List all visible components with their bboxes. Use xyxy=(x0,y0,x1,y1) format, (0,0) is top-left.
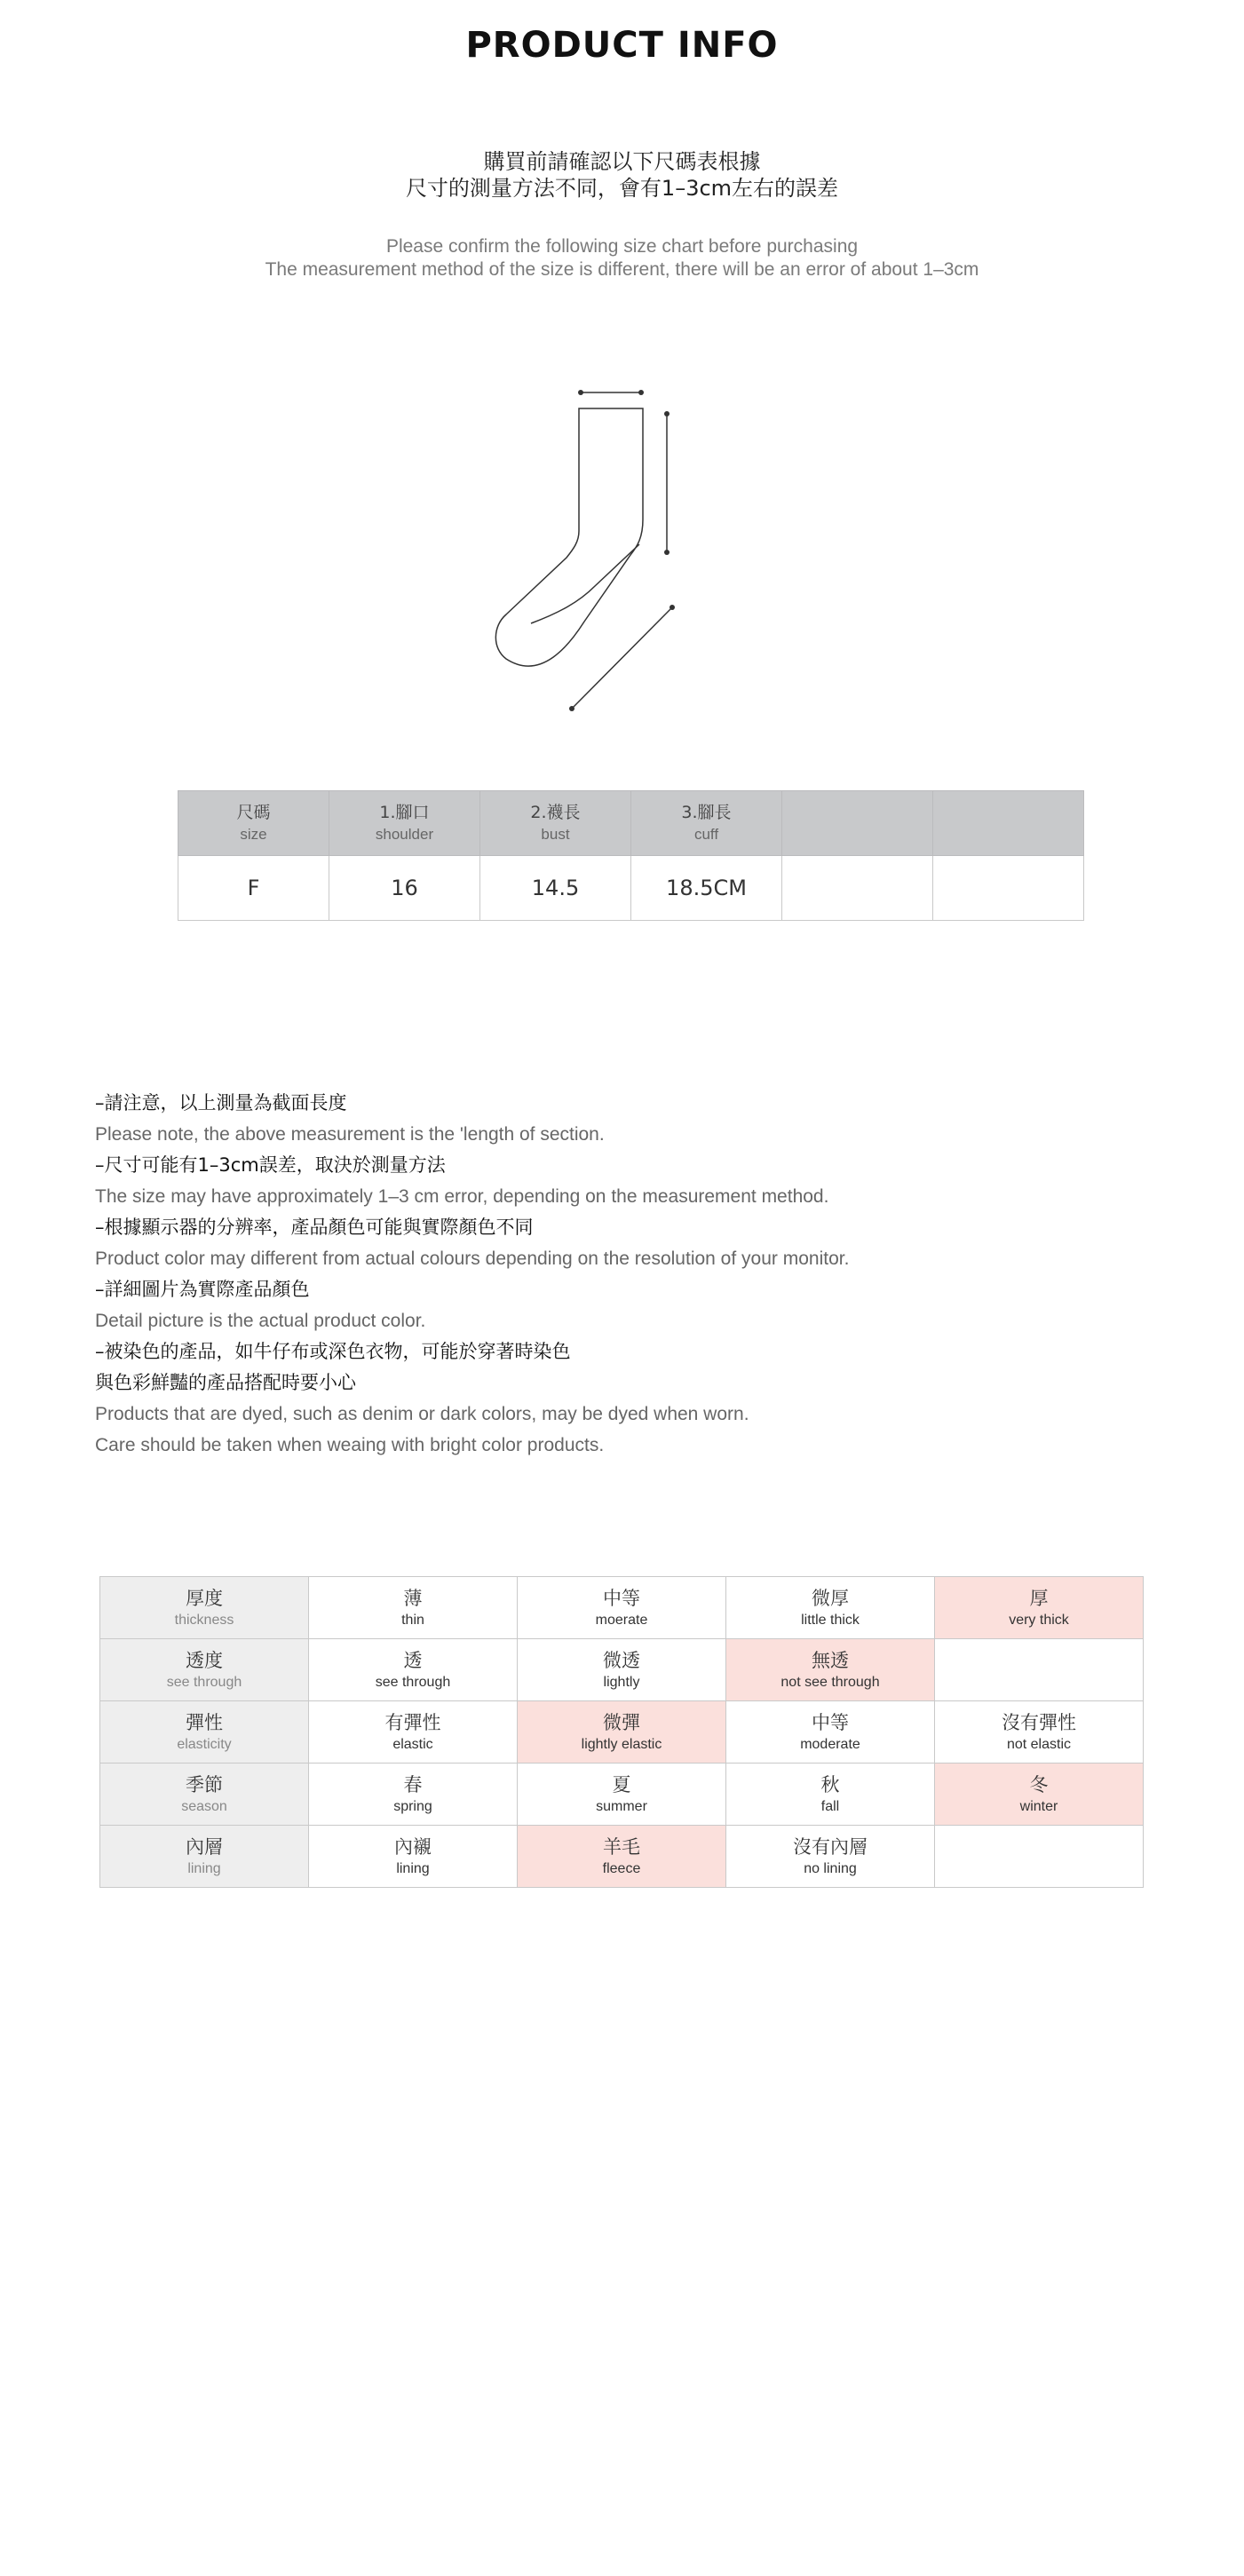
property-label-cell xyxy=(100,1701,309,1764)
property-option-cell xyxy=(309,1701,518,1764)
note-line: Please note, the above measurement is the 'length of section. xyxy=(95,1124,605,1145)
property-text-en: elastic xyxy=(392,1736,433,1752)
property-text-zh: 沒有彈性 xyxy=(1002,1711,1076,1733)
note-line: –請注意，以上測量為截面長度 xyxy=(95,1092,347,1114)
size-chart-cell: F xyxy=(178,856,329,921)
property-text-zh: 薄 xyxy=(403,1587,423,1609)
note-line: –根據顯示器的分辨率，產品顏色可能與實際顏色不同 xyxy=(95,1217,534,1238)
header-en: size xyxy=(240,826,267,843)
property-text-zh: 中等 xyxy=(603,1587,640,1609)
property-option-cell xyxy=(726,1577,935,1639)
property-option-cell xyxy=(518,1577,726,1639)
property-text-en: lining xyxy=(187,1860,221,1876)
property-option-cell xyxy=(309,1577,518,1639)
property-text-en: little thick xyxy=(801,1612,860,1628)
property-text-en: spring xyxy=(393,1798,432,1814)
property-text-en: fleece xyxy=(602,1860,641,1876)
property-option-cell xyxy=(726,1826,935,1888)
size-chart-cell xyxy=(933,856,1084,921)
size-chart-cell: 16 xyxy=(329,856,480,921)
property-row xyxy=(100,1826,1144,1888)
size-chart-header xyxy=(782,791,933,856)
header-zh: 1.腳口 xyxy=(379,803,430,822)
size-chart-header xyxy=(329,791,480,856)
property-text-en: no lining xyxy=(804,1860,857,1876)
property-text-zh: 彈性 xyxy=(186,1711,223,1733)
property-label-cell xyxy=(100,1764,309,1826)
size-chart-cell xyxy=(782,856,933,921)
property-text-zh: 沒有內層 xyxy=(793,1835,868,1858)
property-text-en: thickness xyxy=(174,1612,234,1628)
size-chart-cell: 14.5 xyxy=(480,856,631,921)
note-line: Detail picture is the actual product color. xyxy=(95,1311,426,1331)
property-text-zh: 中等 xyxy=(812,1711,849,1733)
size-chart-header-row xyxy=(178,791,1084,856)
property-text-zh: 羊毛 xyxy=(603,1835,640,1858)
property-text-en: very thick xyxy=(1009,1612,1069,1628)
header-en: bust xyxy=(541,826,570,843)
property-text-zh: 春 xyxy=(403,1773,423,1795)
property-text-en: see through xyxy=(166,1674,242,1690)
property-text-en: see through xyxy=(375,1674,451,1690)
property-text-zh: 微透 xyxy=(603,1649,640,1671)
sock-heel-line xyxy=(531,544,639,623)
property-text-en: elasticity xyxy=(177,1736,232,1752)
property-text-en: moderate xyxy=(800,1736,860,1752)
note-line: –尺寸可能有1–3cm誤差，取決於測量方法 xyxy=(95,1154,446,1176)
property-option-cell xyxy=(518,1764,726,1826)
property-option-cell xyxy=(309,1764,518,1826)
note-line: –詳細圖片為實際產品顏色 xyxy=(95,1279,310,1300)
property-option-selected xyxy=(935,1764,1144,1826)
property-text-en: moerate xyxy=(595,1612,648,1628)
property-text-zh: 內襯 xyxy=(394,1835,432,1858)
property-text-zh: 有彈性 xyxy=(384,1711,441,1733)
property-text-zh: 厚 xyxy=(1029,1587,1049,1609)
property-text-en: season xyxy=(181,1798,227,1814)
property-text-zh: 微彈 xyxy=(603,1711,640,1733)
intro-en-line-1: Please confirm the following size chart before purchasing xyxy=(385,236,859,257)
property-option-cell xyxy=(935,1701,1144,1764)
property-text-en: thin xyxy=(401,1612,424,1628)
intro-en-line-2: The measurement method of the size is different, there will be an error of about 1–3cm xyxy=(265,259,979,280)
property-text-en: fall xyxy=(820,1798,840,1814)
size-chart-header xyxy=(933,791,1084,856)
property-text-en: lining xyxy=(396,1860,430,1876)
size-chart-header xyxy=(631,791,782,856)
note-line: Care should be taken when weaing with bright color products. xyxy=(95,1435,605,1455)
property-option-selected xyxy=(518,1826,726,1888)
size-chart-row xyxy=(178,856,1084,921)
property-text-en: winter xyxy=(1019,1798,1058,1814)
intro-zh-line-1: 購買前請確認以下尺碼表根據 xyxy=(483,149,761,174)
property-row xyxy=(100,1639,1144,1701)
header-zh: 2.襪長 xyxy=(530,803,581,822)
property-option-cell xyxy=(518,1639,726,1701)
property-option-selected xyxy=(726,1639,935,1701)
property-row xyxy=(100,1577,1144,1639)
product-property-table xyxy=(99,1576,1144,1888)
property-label-cell xyxy=(100,1577,309,1639)
property-option-selected xyxy=(518,1701,726,1764)
note-line: Product color may different from actual colours depending on the resolution of your monitor. xyxy=(95,1248,850,1269)
property-option-cell xyxy=(726,1701,935,1764)
property-text-en: not see through xyxy=(780,1674,880,1690)
size-chart-header xyxy=(178,791,329,856)
header-zh: 尺碼 xyxy=(236,803,271,822)
notes-section xyxy=(95,1088,1161,1461)
header-en: shoulder xyxy=(375,826,434,843)
property-text-zh: 季節 xyxy=(186,1773,223,1795)
size-chart-cell: 18.5CM xyxy=(631,856,782,921)
property-text-zh: 透度 xyxy=(186,1649,223,1671)
note-line: Products that are dyed, such as denim or dark colors, may be dyed when worn. xyxy=(95,1404,749,1424)
property-text-en: not elastic xyxy=(1006,1736,1072,1752)
property-text-en: lightly xyxy=(603,1674,640,1690)
note-line: –被染色的產品，如牛仔布或深色衣物，可能於穿著時染色 xyxy=(95,1341,571,1362)
property-text-zh: 透 xyxy=(403,1649,423,1671)
page-title: PRODUCT INFO xyxy=(465,25,779,66)
property-row xyxy=(100,1701,1144,1764)
note-line: The size may have approximately 1–3 cm error, depending on the measurement method. xyxy=(95,1186,829,1207)
sock-outline xyxy=(495,408,643,666)
property-option-cell xyxy=(935,1826,1144,1888)
property-option-cell xyxy=(309,1826,518,1888)
property-text-zh: 無透 xyxy=(812,1649,849,1671)
property-option-selected xyxy=(935,1577,1144,1639)
note-line: 與色彩鮮豔的產品搭配時要小心 xyxy=(95,1372,356,1393)
size-chart-header xyxy=(480,791,631,856)
property-text-zh: 微厚 xyxy=(812,1587,849,1609)
header-en: cuff xyxy=(693,826,719,843)
property-row xyxy=(100,1764,1144,1826)
property-text-zh: 秋 xyxy=(820,1773,840,1795)
size-chart-table xyxy=(178,790,1084,921)
intro-zh-line-2: 尺寸的測量方法不同，會有1–3cm左右的誤差 xyxy=(405,176,839,201)
property-text-zh: 厚度 xyxy=(186,1587,223,1609)
property-label-cell xyxy=(100,1639,309,1701)
property-text-zh: 冬 xyxy=(1029,1773,1049,1795)
measure-line-foot xyxy=(572,607,672,709)
property-option-cell xyxy=(309,1639,518,1701)
property-text-en: lightly elastic xyxy=(581,1736,662,1752)
property-option-cell xyxy=(726,1764,935,1826)
property-label-cell xyxy=(100,1826,309,1888)
property-text-en: summer xyxy=(596,1798,647,1814)
header-zh: 3.腳長 xyxy=(681,803,732,822)
property-text-zh: 夏 xyxy=(612,1773,631,1795)
property-option-cell xyxy=(935,1639,1144,1701)
property-text-zh: 內層 xyxy=(186,1835,223,1858)
sock-measurement-diagram xyxy=(479,373,693,719)
